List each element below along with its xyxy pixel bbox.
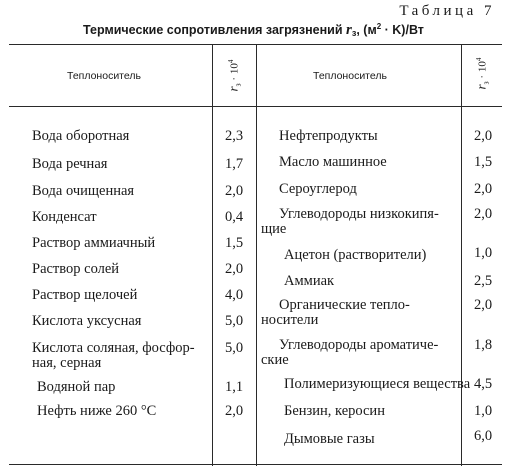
right-value-1: 1,5 (473, 154, 493, 170)
header-value-left (225, 46, 242, 106)
right-value-9: 1,0 (473, 403, 493, 419)
right-name-4: Ацетон (растворители) (284, 247, 427, 263)
right-value-6: 2,0 (473, 297, 493, 313)
right-name-6-line1: Органические тепло- (279, 297, 410, 313)
left-name-4: Раствор аммиачный (32, 235, 156, 251)
left-value-2: 2,0 (224, 183, 244, 199)
right-name-7-line2: ские (261, 352, 289, 368)
right-name-8: Полимеризующиеся вещества (284, 376, 471, 392)
left-name-8-line1: Кислота соляная, фосфор- (32, 340, 195, 356)
left-value-8: 5,0 (224, 340, 244, 356)
header-value-symbol: r (473, 84, 489, 90)
left-name-5: Раствор солей (32, 261, 120, 277)
right-name-5: Аммиак (284, 273, 335, 289)
right-value-5: 2,5 (473, 273, 493, 289)
right-name-3-line1: Углеводороды низкокипя- (279, 206, 439, 222)
left-value-6: 4,0 (224, 287, 244, 303)
right-name-3-line2: щие (261, 221, 287, 237)
right-name-0: Нефтепродукты (279, 128, 378, 144)
header-medium-right: Теплоноситель (313, 70, 387, 82)
left-name-9: Водяной пар (37, 379, 116, 395)
left-name-6: Раствор щелочей (32, 287, 138, 303)
header-value-sub: з (481, 81, 491, 85)
caption-units-open: , (м (356, 23, 377, 37)
left-name-0: Вода оборотная (32, 128, 130, 144)
left-value-7: 5,0 (224, 313, 244, 329)
header-value-sub: з (233, 83, 243, 87)
right-name-1: Масло машинное (279, 154, 387, 170)
right-value-10: 6,0 (473, 428, 493, 444)
caption-units-close: · K)/Вт (381, 23, 424, 37)
left-name-2: Вода очищенная (32, 183, 135, 199)
left-value-1: 1,7 (224, 156, 244, 172)
header-value-symbol: r (225, 86, 241, 92)
right-name-9: Бензин, керосин (284, 403, 385, 419)
left-value-3: 0,4 (224, 209, 244, 225)
left-name-7: Кислота уксусная (32, 313, 142, 329)
header-value-right (473, 44, 490, 104)
header-value-mult: · 10 (228, 63, 241, 84)
left-name-3: Конденсат (32, 209, 97, 225)
caption-units-sup: 2 (376, 22, 382, 31)
right-value-2: 2,0 (473, 181, 493, 197)
table-number: Таблица 7 (399, 3, 495, 19)
table-caption (0, 22, 507, 39)
right-value-4: 1,0 (473, 245, 493, 261)
left-value-10: 2,0 (224, 403, 244, 419)
left-name-10: Нефть ниже 260 °C (37, 403, 157, 419)
col-divider-middle (256, 44, 257, 466)
right-name-10: Дымовые газы (284, 431, 375, 447)
right-name-7-line1: Углеводороды ароматиче- (279, 337, 439, 353)
caption-text: Термические сопротивления загрязнений (83, 23, 343, 37)
right-value-8: 4,5 (473, 376, 493, 392)
header-value-sup: 4 (474, 57, 483, 62)
left-value-9: 1,1 (224, 379, 244, 395)
right-name-2: Сероуглерод (279, 181, 357, 197)
header-value-sup: 4 (226, 59, 235, 64)
header-value-mult: · 10 (476, 61, 489, 82)
header-medium-left: Теплоноситель (67, 70, 141, 82)
left-value-4: 1,5 (224, 235, 244, 251)
caption-symbol-sub: з (351, 28, 357, 38)
data-table (9, 44, 502, 466)
left-value-0: 2,3 (224, 128, 244, 144)
right-value-7: 1,8 (473, 337, 493, 353)
left-name-8-line2: ная, серная (32, 355, 102, 371)
caption-symbol: r (346, 22, 352, 38)
right-name-6-line2: носители (261, 312, 319, 328)
left-value-5: 2,0 (224, 261, 244, 277)
right-value-3: 2,0 (473, 206, 493, 222)
left-name-1: Вода речная (32, 156, 108, 172)
right-value-0: 2,0 (473, 128, 493, 144)
